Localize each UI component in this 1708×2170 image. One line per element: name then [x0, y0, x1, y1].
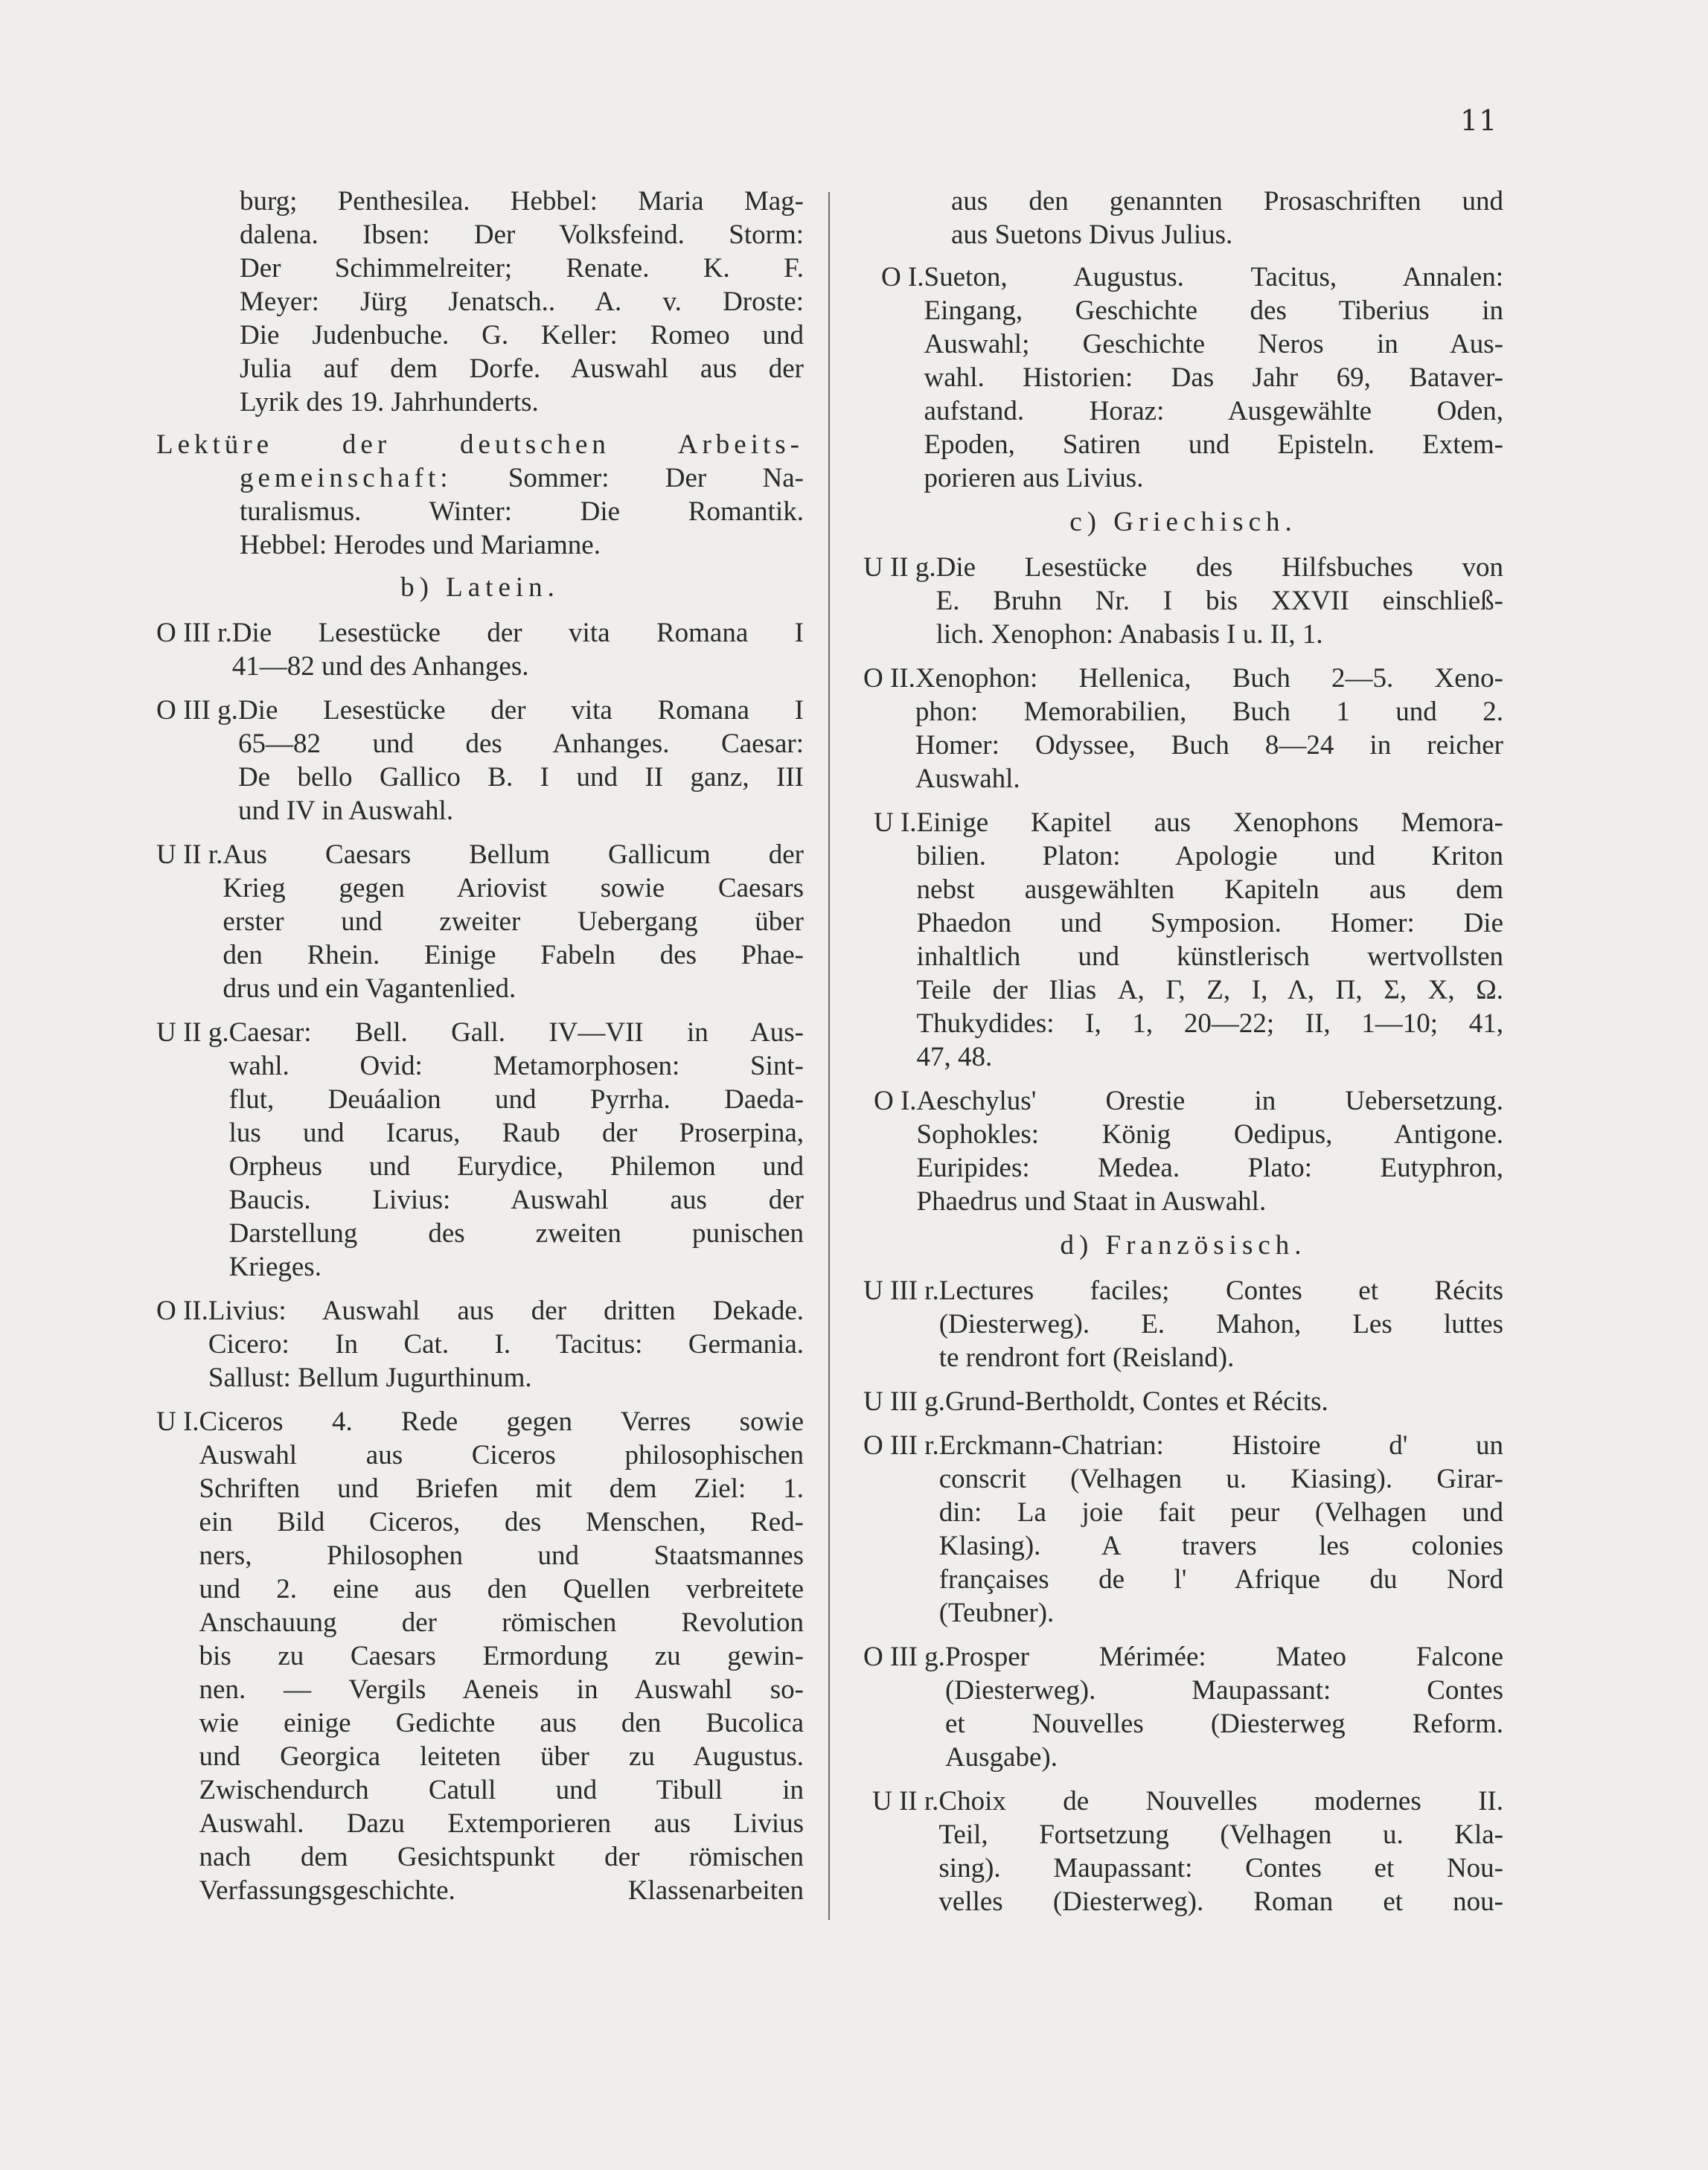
- text-line: Zwischendurch Catull und Tibull in: [199, 1775, 804, 1805]
- text-line: Grund-Bertholdt, Contes et Récits.: [944, 1386, 1328, 1417]
- grade-label: O III g.: [156, 695, 238, 726]
- text-line: Hebbel: Herodes und Mariamne.: [240, 530, 601, 560]
- text-line: Phaedon und Symposion. Homer: Die: [916, 908, 1503, 938]
- text-line: wahl. Historien: Das Jahr 69, Bataver-: [924, 362, 1503, 393]
- latein-entry-uiig: [156, 1016, 804, 1284]
- text-line: conscrit (Velhagen u. Kiasing). Girar-: [938, 1464, 1503, 1494]
- intro-paragraph: [156, 185, 804, 419]
- text-line: nebst ausgewählten Kapiteln aus dem: [916, 874, 1503, 905]
- text-line: Auswahl. Dazu Extemporieren aus Livius: [199, 1808, 804, 1839]
- text-line: Die Judenbuche. G. Keller: Romeo und: [240, 320, 804, 351]
- text-line: Die Lesestücke der vita Romana I: [237, 695, 804, 726]
- text-line: Euripides: Medea. Plato: Eutyphron,: [916, 1153, 1503, 1183]
- french-entry-uiiig: [863, 1385, 1503, 1418]
- text-line: dalena. Ibsen: Der Volksfeind. Storm:: [240, 220, 804, 250]
- text-line: bis zu Caesars Ermordung zu gewin-: [199, 1641, 804, 1671]
- text-line: Sallust: Bellum Jugurthinum.: [208, 1363, 532, 1393]
- text-line: Xenophon: Hellenica, Buch 2—5. Xeno-: [915, 663, 1503, 694]
- text-line: Darstellung des zweiten punischen: [228, 1218, 804, 1249]
- text-line: ein Bild Ciceros, des Menschen, Red-: [199, 1507, 804, 1537]
- text-line: aufstand. Horaz: Ausgewählte Oden,: [924, 396, 1503, 426]
- text-line: den Rhein. Einige Fabeln des Phae-: [223, 940, 804, 970]
- text-line: Epoden, Satiren und Episteln. Extem-: [924, 429, 1503, 460]
- text-line: und IV in Auswahl.: [237, 796, 454, 826]
- grade-label: U II g.: [863, 552, 936, 583]
- text-line: ners, Philosophen und Staatsmannes: [199, 1540, 804, 1571]
- text-line: Klasing). A travers les colonies: [938, 1531, 1503, 1561]
- text-line: 65—82 und des Anhanges. Caesar:: [237, 729, 804, 759]
- text-line: lus und Icarus, Raub der Proserpina,: [228, 1118, 804, 1148]
- text-line: Homer: Odyssee, Buch 8—24 in reicher: [915, 730, 1503, 761]
- text-line: Livius: Auswahl aus der dritten Dekade.: [208, 1296, 804, 1326]
- french-entry-oiiir: [863, 1429, 1503, 1630]
- text-line: Auswahl; Geschichte Neros in Aus-: [924, 329, 1503, 359]
- text-line: Meyer: Jürg Jenatsch.. A. v. Droste:: [240, 287, 804, 317]
- text-line: Der Schimmelreiter; Renate. K. F.: [240, 253, 804, 284]
- latein-entry-ui: [156, 1405, 804, 1907]
- text-line: (Diesterweg). Maupassant: Contes: [944, 1675, 1503, 1706]
- text-line: Schriften und Briefen mit dem Ziel: 1.: [199, 1473, 804, 1504]
- text-line: Caesar: Bell. Gall. IV—VII in Aus-: [228, 1017, 804, 1048]
- text-line: wahl. Ovid: Metamorphosen: Sint-: [228, 1051, 804, 1081]
- latein-entry-oi: [863, 260, 1503, 495]
- greek-entry-uiig: [863, 551, 1503, 651]
- page-number: 11: [1460, 104, 1498, 137]
- text-line: (Diesterweg). E. Mahon, Les luttes: [938, 1309, 1503, 1340]
- text-line: Die Lesestücke des Hilfsbuches von: [935, 552, 1503, 583]
- inline-text: Sommer: Der Na-: [452, 463, 804, 493]
- text-line: Aeschylus' Orestie in Uebersetzung.: [916, 1086, 1503, 1116]
- grade-label: U III r.: [863, 1276, 939, 1306]
- text-line: sing). Maupassant: Contes et Nou-: [938, 1853, 1503, 1883]
- text-line: Baucis. Livius: Auswahl aus der: [228, 1185, 804, 1215]
- franzoesisch-heading: d) Französisch.: [1060, 1230, 1307, 1261]
- text-line: te rendront fort (Reisland).: [938, 1342, 1235, 1373]
- text-line: aus Suetons Divus Julius.: [951, 220, 1233, 250]
- text-line: und 2. eine aus den Quellen verbreitete: [199, 1574, 804, 1604]
- text-line: flut, Deuáalion und Pyrrha. Daeda-: [228, 1084, 804, 1115]
- text-line: E. Bruhn Nr. I bis XXVII einschließ-: [935, 586, 1503, 616]
- text-line: (Teubner).: [938, 1598, 1055, 1628]
- arbeitsgemeinschaft-paragraph: [156, 428, 804, 562]
- text-line: Lektüre der deutschen Arbeits-: [156, 429, 804, 460]
- spaced-heading-text: gemeinschaft:: [240, 463, 452, 493]
- text-line: Teile der Ilias Α, Γ, Ζ, Ι, Λ, Π, Σ, Χ, Ω.: [916, 975, 1503, 1005]
- french-entry-uiiir: [863, 1274, 1503, 1374]
- text-line: Ausgabe).: [944, 1742, 1058, 1773]
- text-line: burg; Penthesilea. Hebbel: Maria Mag-: [240, 186, 804, 217]
- grade-label: O I.: [881, 262, 924, 292]
- grade-label: U III g.: [863, 1386, 945, 1417]
- grade-label: O I.: [874, 1086, 917, 1116]
- text-line: Sophokles: König Oedipus, Antigone.: [916, 1119, 1503, 1150]
- text-line: Teil, Fortsetzung (Velhagen u. Kla-: [938, 1819, 1503, 1850]
- latein-entry-oiiig: [156, 694, 804, 828]
- grade-label: U II g.: [156, 1017, 229, 1048]
- right-column: [863, 185, 1503, 1929]
- text-line: Thukydides: I, 1, 20—22; II, 1—10; 41,: [916, 1008, 1503, 1039]
- continuation-paragraph: [863, 185, 1503, 252]
- grade-label: O III g.: [863, 1642, 945, 1672]
- text-line: phon: Memorabilien, Buch 1 und 2.: [915, 697, 1503, 727]
- text-line: Eingang, Geschichte des Tiberius in: [924, 295, 1503, 326]
- latein-entry-oiiir: [156, 616, 804, 683]
- text-line: Choix de Nouvelles modernes II.: [938, 1786, 1503, 1817]
- text-line: Sueton, Augustus. Tacitus, Annalen:: [924, 262, 1503, 292]
- griechisch-heading: c) Griechisch.: [1069, 507, 1297, 537]
- text-line: und Georgica leiteten über zu Augustus.: [199, 1741, 804, 1772]
- grade-label: O II.: [863, 663, 915, 694]
- text-line: Orpheus und Eurydice, Philemon und: [228, 1151, 804, 1182]
- text-line: et Nouvelles (Diesterweg Reform.: [944, 1709, 1503, 1739]
- text-line: Aus Caesars Bellum Gallicum der: [223, 839, 804, 870]
- greek-entry-ui: [863, 806, 1503, 1074]
- text-line: nen. — Vergils Aeneis in Auswahl so-: [199, 1674, 804, 1705]
- text-line: Prosper Mérimée: Mateo Falcone: [944, 1642, 1503, 1672]
- text-line: 41—82 und des Anhanges.: [231, 651, 529, 682]
- text-line: Lyrik des 19. Jahrhunderts.: [240, 387, 539, 417]
- text-line: porieren aus Livius.: [924, 463, 1144, 493]
- text-line: Anschauung der römischen Revolution: [199, 1607, 804, 1638]
- text-line: wie einige Gedichte aus den Bucolica: [199, 1708, 804, 1738]
- text-line: Einige Kapitel aus Xenophons Memora-: [916, 807, 1503, 838]
- text-line: Die Lesestücke der vita Romana I: [231, 618, 804, 648]
- latein-entry-oii: [156, 1294, 804, 1395]
- text-line: aus den genannten Prosaschriften und: [951, 186, 1503, 217]
- text-line: Auswahl.: [915, 764, 1020, 794]
- text-line: Verfassungsgeschichte. Klassenarbeiten: [199, 1875, 804, 1906]
- text-line: Krieges.: [228, 1252, 322, 1282]
- text-line: inhaltlich und künstlerisch wertvollsten: [916, 941, 1503, 972]
- text-line: Erckmann-Chatrian: Histoire d' un: [938, 1430, 1503, 1461]
- text-line: Cicero: In Cat. I. Tacitus: Germania.: [208, 1329, 804, 1360]
- grade-label: U II r.: [872, 1786, 939, 1817]
- text-line: Ciceros 4. Rede gegen Verres sowie: [199, 1406, 804, 1437]
- text-line: De bello Gallico B. I und II ganz, III: [237, 762, 804, 793]
- text-line: turalismus. Winter: Die Romantik.: [240, 496, 804, 527]
- text-line: Krieg gegen Ariovist sowie Caesars: [223, 873, 804, 903]
- text-line: bilien. Platon: Apologie und Kriton: [916, 841, 1503, 871]
- text-line: [156, 461, 804, 495]
- left-column: [156, 185, 804, 1918]
- latein-heading: b) Latein.: [400, 572, 560, 603]
- text-line: françaises de l' Afrique du Nord: [938, 1564, 1503, 1595]
- french-entry-oiiig: [863, 1640, 1503, 1774]
- greek-entry-oii: [863, 662, 1503, 796]
- grade-label: U I.: [156, 1406, 199, 1437]
- grade-label: U II r.: [156, 839, 223, 870]
- french-entry-uiir: [863, 1785, 1503, 1918]
- latein-entry-uiir: [156, 838, 804, 1005]
- column-divider: [828, 192, 830, 1920]
- text-line: erster und zweiter Uebergang über: [223, 906, 804, 937]
- text-line: Auswahl aus Ciceros philosophischen: [199, 1440, 804, 1470]
- text-line: din: La joie fait peur (Velhagen und: [938, 1497, 1503, 1528]
- text-line: nach dem Gesichtspunkt der römischen: [199, 1842, 804, 1872]
- text-line: lich. Xenophon: Anabasis I u. II, 1.: [935, 619, 1323, 650]
- text-line: Lectures faciles; Contes et Récits: [938, 1276, 1503, 1306]
- text-line: Phaedrus und Staat in Auswahl.: [916, 1186, 1267, 1217]
- text-line: Julia auf dem Dorfe. Auswahl aus der: [240, 353, 804, 384]
- grade-label: O III r.: [156, 618, 232, 648]
- text-line: 47, 48.: [916, 1042, 993, 1072]
- text-line: drus und ein Vagantenlied.: [223, 973, 516, 1004]
- greek-entry-oi: [863, 1084, 1503, 1218]
- text-line: velles (Diesterweg). Roman et nou-: [938, 1886, 1503, 1917]
- grade-label: U I.: [874, 807, 917, 838]
- grade-label: O II.: [156, 1296, 208, 1326]
- grade-label: O III r.: [863, 1430, 939, 1461]
